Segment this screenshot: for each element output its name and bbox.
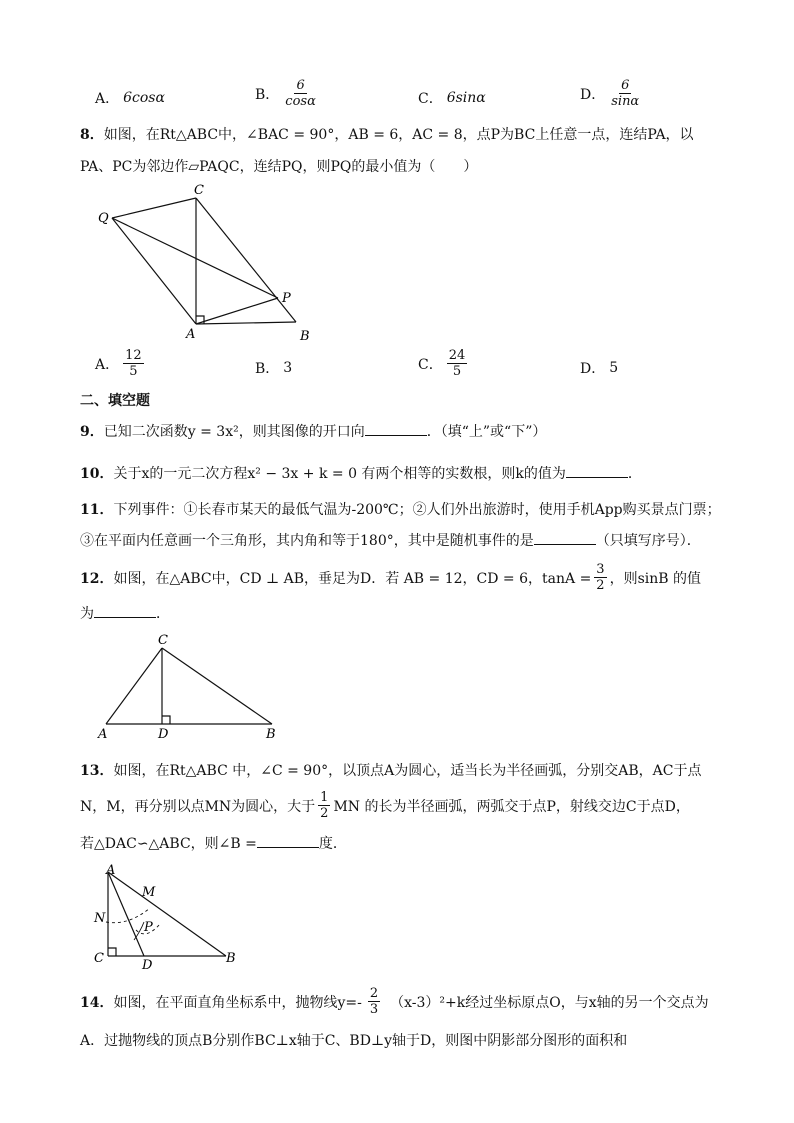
- question-text: ③在平面内任意画一个三角形，其内角和等于180°，其中是随机事件的是: [80, 533, 534, 549]
- question-text: N，M，再分别以点MN为圆心，大于: [80, 798, 316, 815]
- option-key: C．: [418, 91, 443, 107]
- fraction: [594, 562, 606, 593]
- q9: [80, 421, 546, 441]
- question-number: 10．: [80, 466, 114, 482]
- q11-line1: [80, 499, 721, 519]
- label-m: M: [142, 885, 156, 900]
- q8-line1: [80, 124, 694, 144]
- q13-line1: [80, 760, 701, 780]
- question-number: 14．: [80, 994, 114, 1011]
- q8-option-a: [95, 348, 144, 379]
- option-text: 6cosα: [123, 90, 165, 106]
- option-key: B．: [255, 86, 280, 103]
- question-number: 12．: [80, 570, 114, 587]
- q13-figure: [88, 860, 248, 970]
- label-b: B: [300, 329, 310, 344]
- question-text-tail: （x-3）²+k经过坐标原点O，与x轴的另一个交点为: [390, 994, 709, 1011]
- question-text-tail: 度．: [318, 836, 347, 852]
- question-text: 若△DAC∽△ABC，则∠B =: [80, 836, 257, 852]
- question-text: 如图，在△ABC中，CD ⊥ AB，垂足为D．若 AB = 12，CD = 6，tanA =: [113, 570, 592, 587]
- label-c: C: [94, 951, 104, 966]
- question-number: 13．: [80, 763, 114, 779]
- q7-option-c: [418, 88, 486, 108]
- denominator: 5: [452, 364, 462, 379]
- fraction: [368, 986, 380, 1017]
- option-text: 5: [609, 360, 619, 376]
- q8-figure: [90, 180, 320, 345]
- label-q: Q: [98, 211, 109, 226]
- question-text: 如图，在平面直角坐标系中，抛物线y=-: [113, 994, 362, 1011]
- segment-cb: [196, 198, 296, 322]
- label-b: B: [266, 727, 276, 742]
- numerator: 3: [596, 562, 605, 577]
- label-b: B: [226, 951, 236, 966]
- numerator: 1: [320, 790, 329, 805]
- fraction: [609, 78, 641, 109]
- q8-option-c: [418, 348, 467, 379]
- q8-option-d: [580, 358, 618, 378]
- numerator: 6: [621, 78, 630, 93]
- answer-blank[interactable]: [566, 477, 628, 478]
- q12-figure: [92, 634, 292, 744]
- label-a: A: [186, 327, 196, 342]
- segment-ap: [196, 298, 278, 324]
- question-text: 如图，在Rt△ABC 中，∠C = 90°，以顶点A为圆心，适当长为半径画弧，分别交AB，AC于点: [113, 763, 702, 779]
- label-a: A: [106, 863, 116, 878]
- label-c: C: [194, 183, 204, 198]
- segment-ab: [196, 322, 296, 324]
- right-angle-mark: [108, 948, 116, 956]
- q12-line1: [80, 562, 701, 593]
- fraction: [123, 348, 144, 379]
- arc-p-solid: [134, 922, 144, 940]
- question-number: 9．: [80, 424, 104, 440]
- label-c: C: [158, 634, 168, 648]
- numerator: 2: [369, 986, 379, 1001]
- numerator: 6: [296, 78, 305, 93]
- question-text: 如图，在Rt△ABC中，∠BAC = 90°，AB = 6，AC = 8，点P为BC上任意一点，连结PA，以: [103, 127, 694, 143]
- label-n: N: [94, 911, 106, 926]
- question-number: 11．: [80, 502, 114, 518]
- denominator: 3: [369, 1002, 379, 1017]
- option-key: A．: [95, 91, 120, 107]
- label-d: D: [142, 958, 153, 970]
- question-text: 为: [80, 606, 94, 622]
- label-p: P: [144, 920, 153, 935]
- q12-line2: [80, 603, 170, 623]
- question-text: 下列事件：①长春市某天的最低气温为-200℃；②人们外出旅游时，使用手机App购买景点门票；: [113, 502, 721, 518]
- q8-line2: PA、PC为邻边作▱PAQC，连结PQ，则PQ的最小值为（ ）: [80, 159, 478, 175]
- option-text: 3: [283, 360, 293, 376]
- option-key: B．: [255, 361, 280, 377]
- option-text: 6sinα: [446, 90, 486, 106]
- segment-cb: [162, 648, 272, 724]
- question-text: 关于x的一元二次方程x² − 3x + k = 0 有两个相等的实数根，则k的值为: [113, 466, 566, 482]
- fraction: [283, 78, 318, 109]
- option-key: D．: [580, 361, 606, 377]
- question-text-tail: MN 的长为半径画弧，两弧交于点P，射线交边C于点D，: [333, 798, 690, 815]
- question-text-tail: ．: [627, 466, 642, 482]
- question-text-tail: ．: [156, 606, 170, 622]
- q13-line2: [80, 790, 690, 821]
- denominator: 2: [320, 806, 329, 821]
- denominator: 5: [129, 364, 138, 379]
- fraction: [318, 790, 330, 821]
- option-key: A．: [95, 356, 120, 373]
- answer-blank[interactable]: [257, 847, 319, 848]
- answer-blank[interactable]: [94, 617, 156, 618]
- fraction: [447, 348, 468, 379]
- question-text: 已知二次函数y = 3x²，则其图像的开口向: [103, 424, 365, 440]
- question-text-tail: （只填写序号）．: [595, 533, 701, 549]
- label-a: A: [98, 727, 108, 742]
- answer-blank[interactable]: [534, 544, 596, 545]
- question-text-tail: ，则sinB 的值: [609, 570, 701, 587]
- q7-option-a: [95, 88, 165, 108]
- answer-blank[interactable]: [365, 435, 427, 436]
- denominator: sinα: [611, 94, 640, 109]
- segment-qa: [112, 218, 196, 324]
- numerator: 24: [448, 348, 466, 363]
- q7-option-b: [255, 78, 318, 109]
- option-key: D．: [580, 86, 606, 103]
- q7-option-d: [580, 78, 641, 109]
- denominator: 2: [596, 578, 605, 593]
- q13-line3: [80, 833, 347, 853]
- segment-qc: [112, 198, 196, 218]
- q11-line2: [80, 530, 701, 550]
- question-number: 8．: [80, 127, 104, 143]
- q14-line1: [80, 986, 709, 1017]
- question-text-tail: ．（填“上”或“下”）: [426, 424, 547, 440]
- right-angle-mark: [162, 716, 170, 724]
- segment-qp: [112, 218, 278, 298]
- denominator: cosα: [285, 94, 316, 109]
- label-p: P: [282, 291, 291, 306]
- q8-option-b: [255, 358, 292, 378]
- option-key: C．: [418, 356, 443, 373]
- q14-line2: A．过抛物线的顶点B分别作BC⊥x轴于C、BD⊥y轴于D，则图中阴影部分图形的面积和: [80, 1033, 628, 1049]
- section-title: 二、填空题: [80, 393, 150, 409]
- label-d: D: [158, 727, 169, 742]
- segment-ac: [106, 648, 162, 724]
- q10: [80, 463, 642, 483]
- numerator: 12: [125, 348, 142, 363]
